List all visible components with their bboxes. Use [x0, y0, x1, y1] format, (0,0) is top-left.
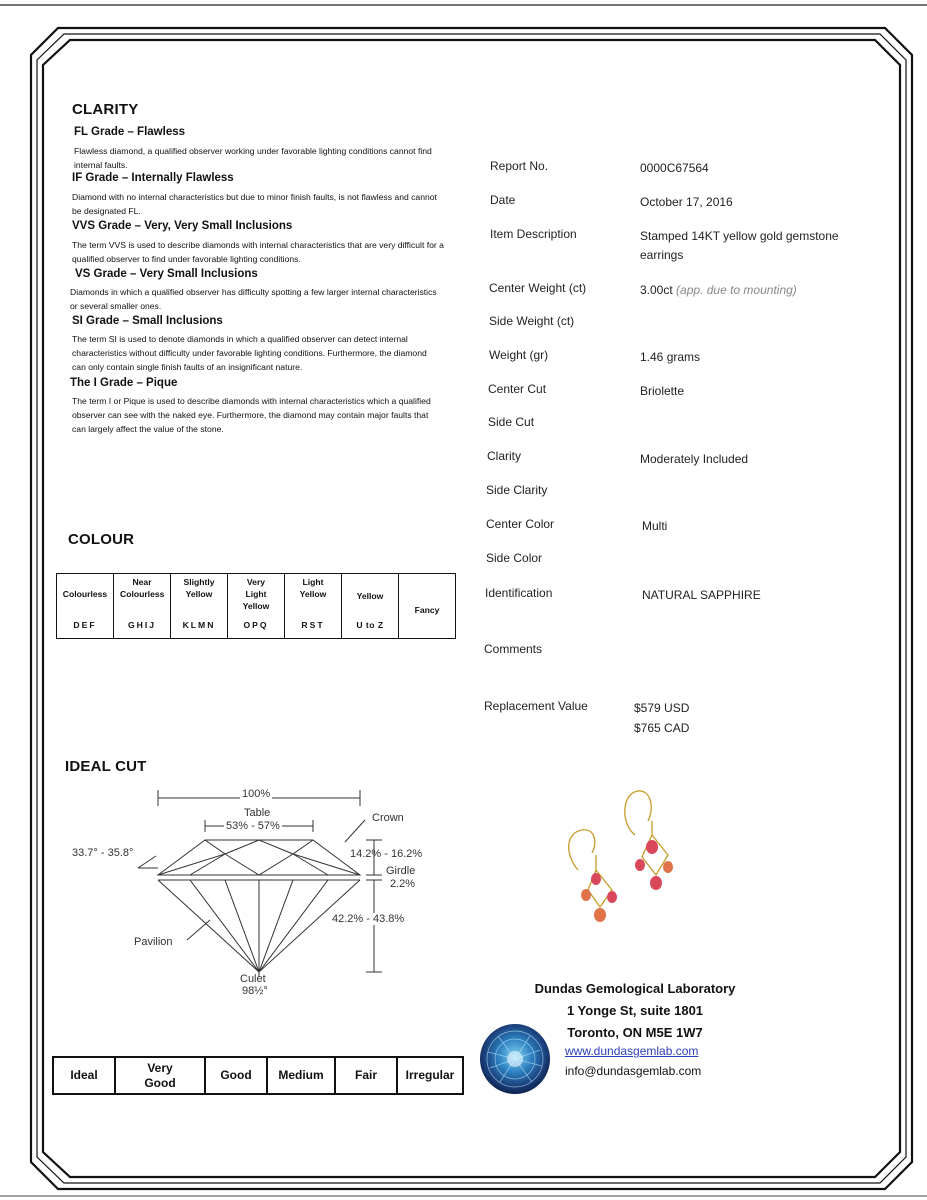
- colour-cell: [285, 574, 342, 639]
- colour-grades: KLMN: [182, 620, 216, 630]
- clarity-grade-desc: Diamonds in which a qualified observer has difficulty spotting a few larger internal characteristics or several smaller ones.: [70, 287, 437, 311]
- colour-cell: [228, 574, 285, 639]
- field-value-item-description: Stamped 14KT yellow gold gemstone earrings: [640, 229, 839, 262]
- cut-grade-cell: Fair: [335, 1057, 397, 1094]
- cut-grade-cell: Good: [205, 1057, 267, 1094]
- field-label-identification: Identification: [485, 586, 553, 600]
- colour-cell: [399, 574, 456, 639]
- field-label-center-cut: Center Cut: [488, 382, 547, 396]
- colour-name: Yellow: [356, 591, 384, 601]
- clarity-grade-desc: The term SI is used to denote diamonds in which a qualified observer can detect internal characteristics without difficulty under favorable lighting conditions. Furthermore, the diamond can only contain single finish faults of an insignificant nature.: [72, 334, 427, 372]
- crown-label: Crown: [372, 812, 404, 824]
- crown-angle-label: 33.7° - 35.8°: [72, 847, 134, 859]
- lab-address-line2: Toronto, ON M5E 1W7: [567, 1025, 703, 1040]
- culet-label: Culet: [240, 973, 266, 985]
- center-weight-note: (app. due to mounting): [676, 283, 797, 297]
- lab-website-link[interactable]: www.dundasgemlab.com: [565, 1044, 699, 1058]
- colour-cell: [342, 574, 399, 639]
- field-label-replacement-value: Replacement Value: [484, 699, 588, 713]
- colour-grades: RST: [301, 620, 325, 630]
- colour-cell: [171, 574, 228, 639]
- clarity-grade-title: SI Grade – Small Inclusions: [72, 315, 223, 327]
- hologram-seal-icon: [478, 1022, 552, 1096]
- colour-cell: [57, 574, 114, 639]
- field-label-center-color: Center Color: [486, 517, 555, 531]
- field-label-center-weight: Center Weight (ct): [489, 281, 587, 295]
- field-label-side-clarity: Side Clarity: [486, 483, 548, 497]
- colour-grades: DEF: [73, 620, 97, 630]
- field-value-replacement-usd: $579 USD: [634, 701, 690, 715]
- clarity-heading: CLARITY: [72, 101, 139, 118]
- crown-height-label: 14.2% - 16.2%: [350, 848, 423, 860]
- clarity-grade-title: IF Grade – Internally Flawless: [72, 172, 234, 184]
- colour-cell: [114, 574, 171, 639]
- field-value-report-no: 0000C67564: [640, 161, 709, 175]
- field-value-center-weight: [640, 281, 870, 300]
- field-label-weight: Weight (gr): [489, 348, 549, 362]
- field-label-comments: Comments: [484, 642, 543, 656]
- field-value-center-color: Multi: [642, 519, 668, 533]
- colour-name: Very Light Yellow: [242, 577, 270, 611]
- girdle-value-label: 2.2%: [390, 878, 416, 890]
- field-value-replacement-cad: $765 CAD: [634, 721, 690, 735]
- table-range-label: 53% - 57%: [226, 820, 280, 832]
- colour-name: Slightly Yellow: [183, 577, 215, 599]
- clarity-grade-desc: The term VVS is used to describe diamonds with internal characteristics that are very difficult for a qualified observer to find under favorable lighting conditions.: [72, 240, 444, 264]
- lab-name: Dundas Gemological Laboratory: [534, 981, 736, 996]
- field-value-identification: NATURAL SAPPHIRE: [642, 588, 761, 602]
- cut-grade-cell: Ideal: [53, 1057, 115, 1094]
- colour-grades: GHIJ: [127, 620, 157, 630]
- clarity-grade-desc: Diamond with no internal characteristics but due to minor finish faults, is not flawless and cannot be designated FL.: [72, 192, 437, 216]
- colour-grades: OPQ: [243, 620, 269, 630]
- field-label-side-weight: Side Weight (ct): [489, 314, 575, 328]
- colour-name: Fancy: [414, 605, 440, 615]
- girdle-label: Girdle: [386, 865, 416, 877]
- field-value-weight: 1.46 grams: [640, 350, 701, 364]
- colour-grades: U to Z: [356, 620, 384, 630]
- ideal-cut-heading: IDEAL CUT: [65, 758, 147, 775]
- field-value-center-cut: Briolette: [640, 384, 685, 398]
- colour-heading: COLOUR: [68, 531, 135, 548]
- field-value-clarity: Moderately Included: [640, 452, 749, 466]
- earrings-photo: [560, 785, 680, 925]
- colour-name: Light Yellow: [299, 577, 327, 599]
- colour-name: Colourless: [62, 589, 108, 599]
- cut-grade-cell: Very Good: [115, 1057, 205, 1094]
- clarity-grade-title: VVS Grade – Very, Very Small Inclusions: [72, 220, 293, 232]
- field-label-item-description: Item Description: [490, 227, 577, 241]
- field-label-side-cut: Side Cut: [488, 415, 535, 429]
- pavilion-depth-label: 42.2% - 43.8%: [332, 913, 405, 925]
- lab-email: info@dundasgemlab.com: [565, 1064, 702, 1078]
- field-label-date: Date: [490, 193, 516, 207]
- lab-address-line1: 1 Yonge St, suite 1801: [566, 1003, 704, 1018]
- clarity-grade-desc: The term I or Pique is used to describe diamonds with internal characteristics which a qualified observer can see with the naked eye. Furthermore, the diamond may contain major faults that can largely affect the value of the stone.: [72, 396, 431, 434]
- pavilion-label: Pavilion: [134, 936, 173, 948]
- field-value-date: October 17, 2016: [640, 195, 733, 209]
- field-label-report-no: Report No.: [490, 159, 549, 173]
- cut-grade-cell: Medium: [267, 1057, 335, 1094]
- colour-scale-table: [56, 573, 456, 639]
- culet-value-label: 98½°: [242, 985, 268, 997]
- cut-grade-cell: Irregular: [397, 1057, 463, 1094]
- field-label-side-color: Side Color: [486, 551, 543, 565]
- center-weight-value: 3.00ct: [640, 283, 673, 297]
- clarity-grade-title: FL Grade – Flawless: [74, 126, 186, 138]
- clarity-grade-title: VS Grade – Very Small Inclusions: [75, 268, 258, 280]
- clarity-grade-desc: Flawless diamond, a qualified observer working under favorable lighting conditions cannot find internal faults.: [74, 146, 432, 170]
- colour-name: Near Colourless: [120, 577, 165, 599]
- field-label-clarity: Clarity: [487, 449, 522, 463]
- clarity-grade-title: The I Grade – Pique: [70, 377, 178, 389]
- cut-grade-table: [52, 1056, 464, 1095]
- table-label: Table: [244, 807, 271, 819]
- width-label: 100%: [242, 788, 271, 800]
